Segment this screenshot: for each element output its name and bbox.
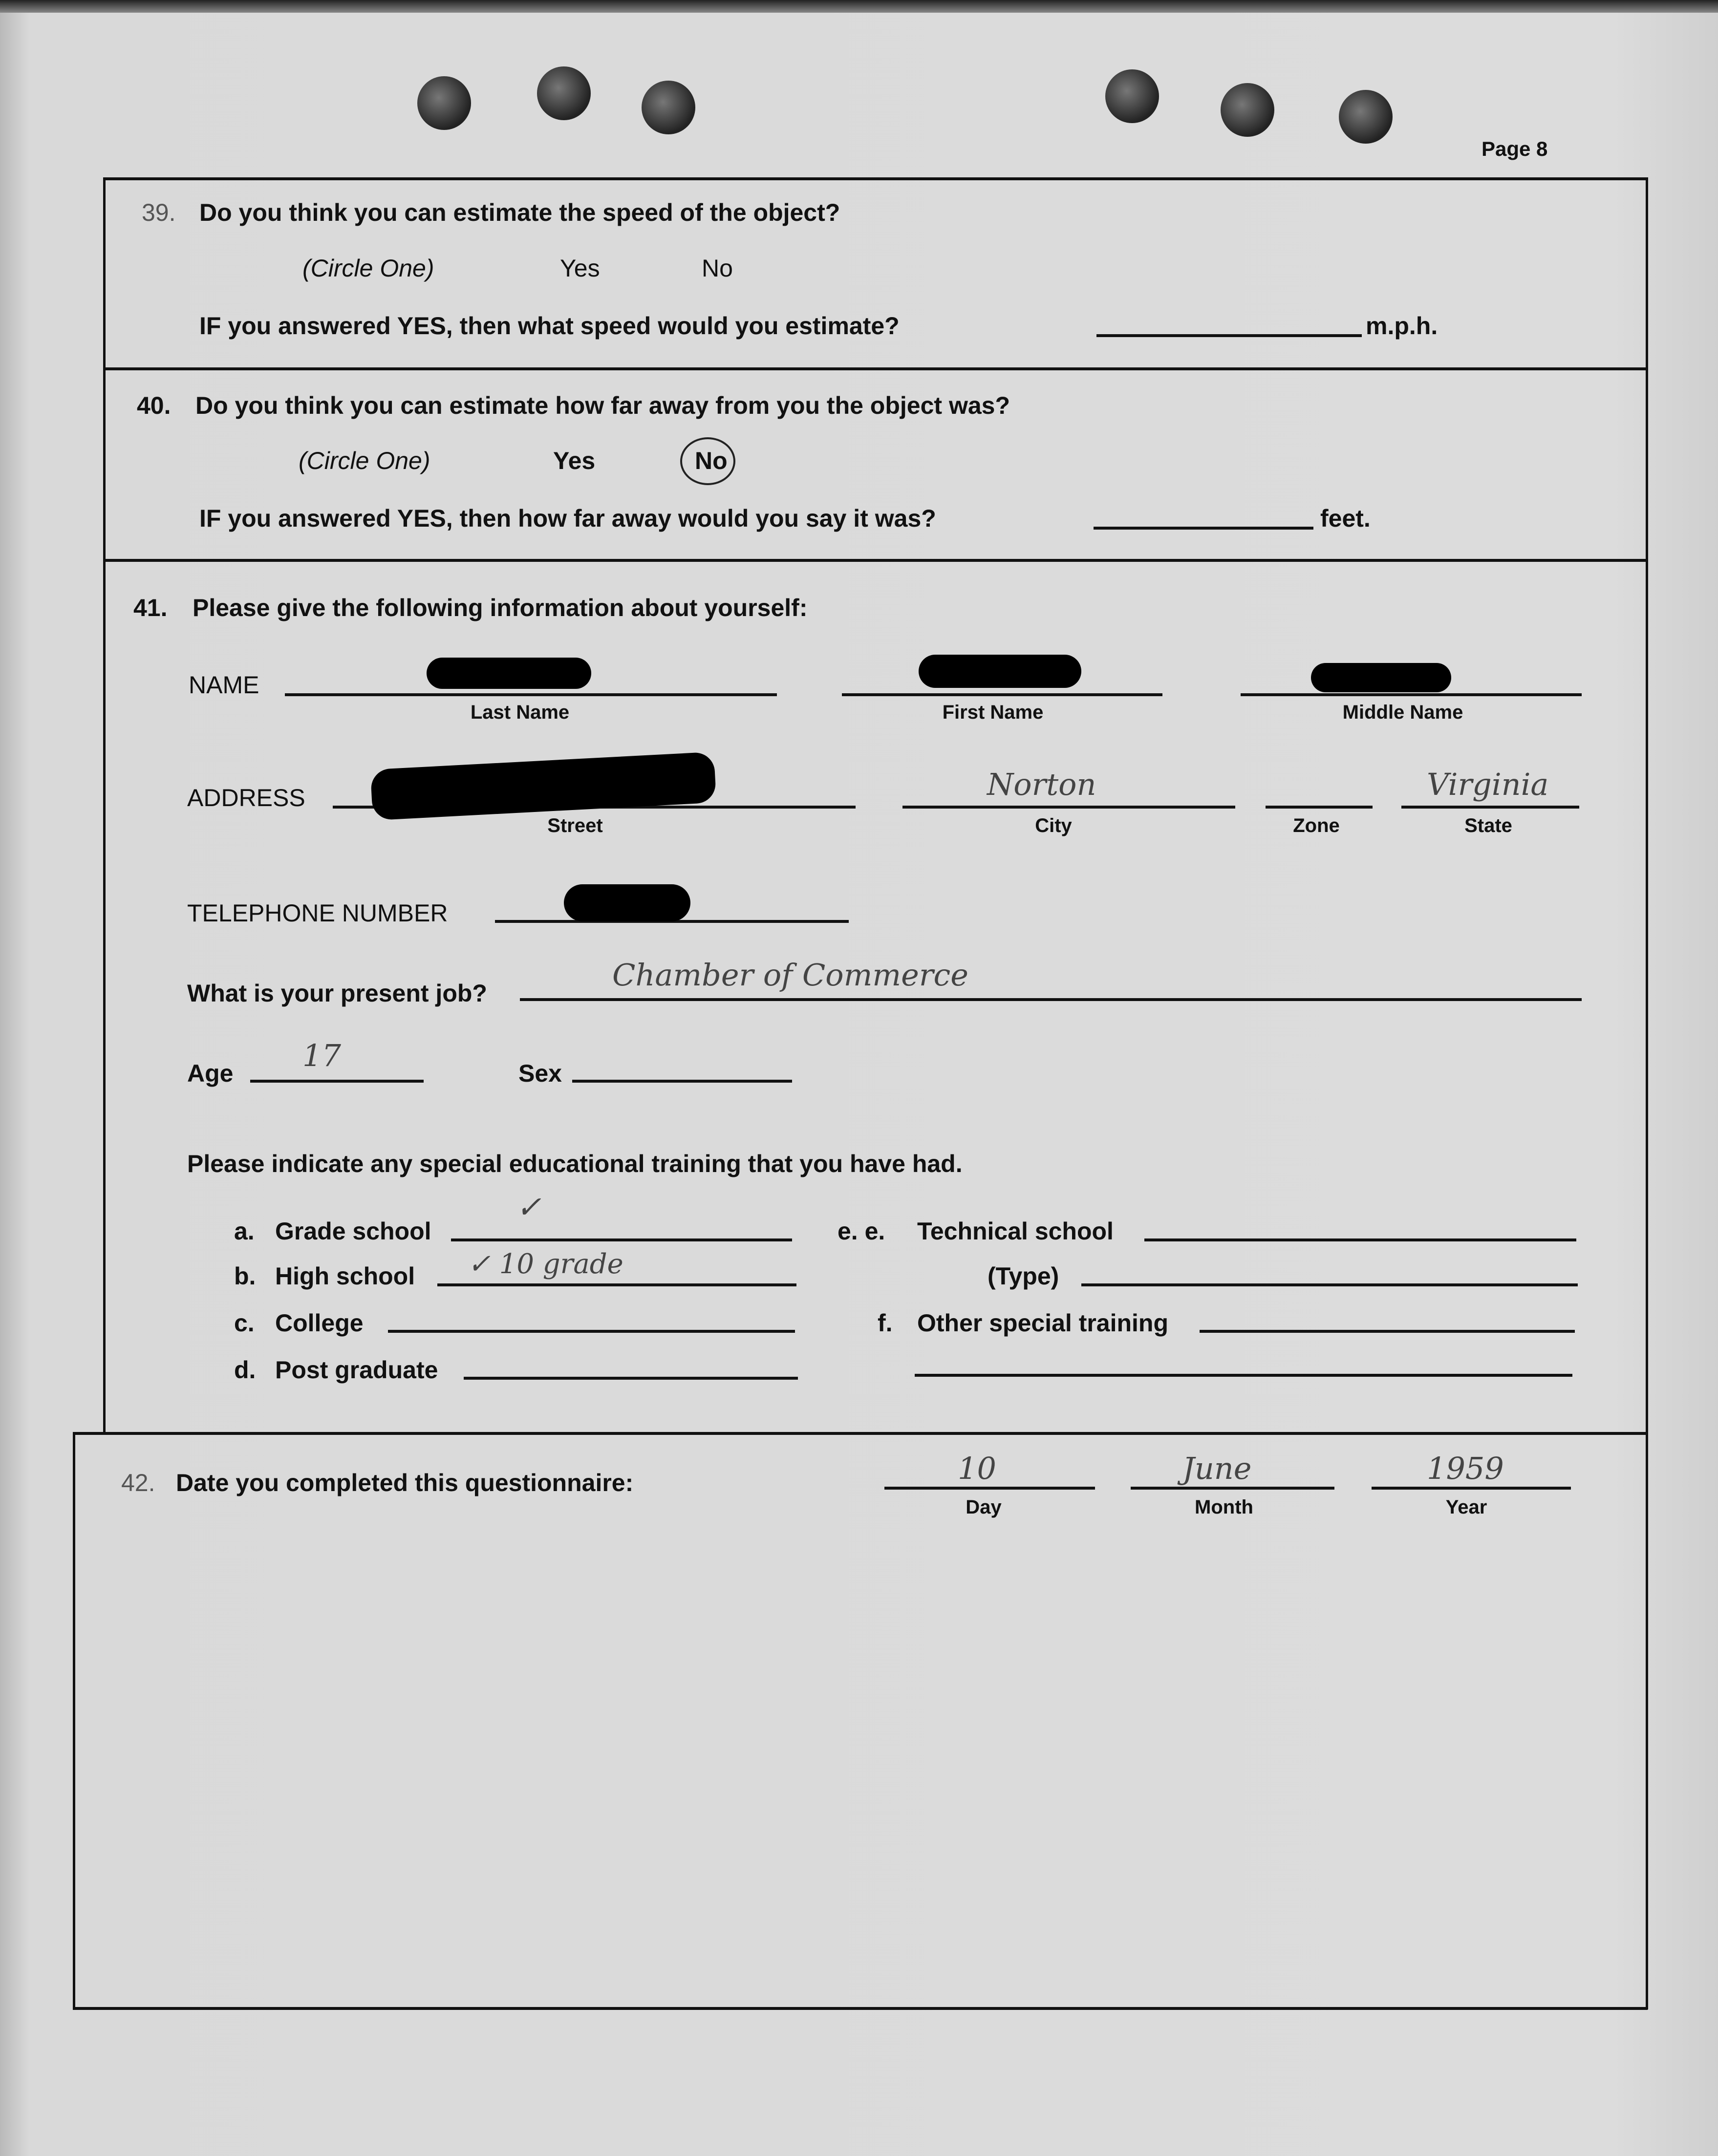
q42-question: Date you completed this questionnaire: — [176, 1469, 634, 1496]
street-caption: Street — [547, 815, 603, 836]
state-caption: State — [1464, 815, 1512, 836]
q39-number: 39. — [142, 199, 176, 226]
last-name-caption: Last Name — [470, 702, 570, 723]
city-field[interactable] — [902, 806, 1235, 809]
college-label: College — [275, 1309, 364, 1337]
job-handwritten: Chamber of Commerce — [612, 957, 968, 993]
q41-number: 41. — [133, 594, 168, 621]
type-label: (Type) — [988, 1262, 1059, 1290]
grade-school-prefix: a. — [234, 1217, 255, 1245]
redaction — [564, 884, 690, 921]
post-graduate-label: Post graduate — [275, 1356, 438, 1384]
month-field[interactable] — [1131, 1487, 1334, 1490]
q39-followup: IF you answered YES, then what speed would you estimate? — [199, 312, 900, 340]
q40-number: 40. — [137, 392, 171, 419]
type-field[interactable] — [1081, 1283, 1578, 1286]
age-field[interactable] — [250, 1080, 424, 1083]
state-field[interactable] — [1401, 806, 1579, 809]
high-school-field[interactable] — [437, 1283, 796, 1286]
last-name-field[interactable] — [285, 693, 777, 696]
q39-question: Do you think you can estimate the speed of the object? — [199, 199, 840, 226]
year-field[interactable] — [1372, 1487, 1571, 1490]
job-label: What is your present job? — [187, 980, 487, 1007]
q39-yes-option[interactable]: Yes — [560, 255, 600, 282]
city-handwritten: Norton — [987, 767, 1096, 802]
other-training-prefix: f. — [878, 1309, 893, 1337]
page-number: Page 8 — [1482, 137, 1548, 160]
punch-hole — [417, 76, 471, 130]
q40-distance-field[interactable] — [1094, 527, 1313, 530]
q39-speed-field[interactable] — [1096, 334, 1362, 337]
divider-39-40 — [103, 367, 1648, 370]
month-caption: Month — [1195, 1496, 1253, 1518]
frame-left-upper — [103, 177, 106, 1433]
college-field[interactable] — [388, 1330, 795, 1333]
punch-hole — [1339, 90, 1393, 144]
punch-hole — [537, 66, 591, 120]
zone-field[interactable] — [1266, 806, 1373, 809]
telephone-label: TELEPHONE NUMBER — [187, 899, 448, 927]
sex-field[interactable] — [572, 1080, 792, 1083]
day-field[interactable] — [884, 1487, 1095, 1490]
technical-school-field[interactable] — [1144, 1238, 1576, 1241]
punch-hole — [642, 81, 695, 134]
year-handwritten: 1959 — [1427, 1451, 1504, 1486]
frame-bottom — [73, 2007, 1648, 2010]
age-label: Age — [187, 1060, 234, 1087]
high-school-handwritten: ✓ 10 grade — [468, 1248, 623, 1280]
job-field[interactable] — [520, 998, 1582, 1001]
punch-hole — [1105, 69, 1159, 123]
q39-unit: m.p.h. — [1366, 312, 1438, 340]
redaction — [427, 658, 591, 689]
q42-number: 42. — [121, 1469, 155, 1496]
frame-left-lower — [73, 1433, 75, 2009]
high-school-prefix: b. — [234, 1262, 256, 1290]
technical-school-prefix: e. e. — [838, 1217, 885, 1245]
redaction — [370, 752, 716, 821]
age-handwritten: 17 — [302, 1038, 341, 1073]
redaction — [1311, 663, 1451, 692]
post-graduate-field[interactable] — [464, 1377, 798, 1380]
state-handwritten: Virginia — [1427, 767, 1549, 802]
q40-yes-option[interactable]: Yes — [553, 447, 596, 474]
grade-school-field[interactable] — [451, 1238, 792, 1241]
day-handwritten: 10 — [958, 1451, 996, 1486]
day-caption: Day — [966, 1496, 1002, 1518]
scan-edge — [0, 0, 1718, 13]
other-training-field-2[interactable] — [915, 1374, 1572, 1377]
punch-hole — [1221, 83, 1274, 137]
sex-label: Sex — [518, 1060, 562, 1087]
post-graduate-prefix: d. — [234, 1356, 256, 1384]
first-name-field[interactable] — [842, 693, 1162, 696]
zone-caption: Zone — [1293, 815, 1340, 836]
first-name-caption: First Name — [942, 702, 1044, 723]
college-prefix: c. — [234, 1309, 255, 1337]
q39-no-option[interactable]: No — [702, 255, 733, 282]
frame-right — [1646, 177, 1648, 2009]
year-caption: Year — [1445, 1496, 1487, 1518]
grade-school-check: ✓ — [516, 1189, 541, 1225]
q40-question: Do you think you can estimate how far away from you the object was? — [195, 392, 1010, 419]
technical-school-label: Technical school — [917, 1217, 1114, 1245]
middle-name-field[interactable] — [1241, 693, 1582, 696]
divider-41-42 — [73, 1432, 1648, 1435]
q39-circle-one: (Circle One) — [302, 255, 434, 282]
redaction — [919, 655, 1081, 688]
city-caption: City — [1035, 815, 1072, 836]
other-training-field[interactable] — [1200, 1330, 1575, 1333]
frame-top — [103, 177, 1648, 180]
q40-circle-one: (Circle One) — [299, 447, 430, 474]
other-training-label: Other special training — [917, 1309, 1169, 1337]
high-school-label: High school — [275, 1262, 415, 1290]
grade-school-label: Grade school — [275, 1217, 431, 1245]
middle-name-caption: Middle Name — [1342, 702, 1463, 723]
q40-followup: IF you answered YES, then how far away would you say it was? — [199, 505, 936, 532]
education-prompt: Please indicate any special educational training that you have had. — [187, 1150, 963, 1177]
month-handwritten: June — [1182, 1451, 1252, 1486]
q40-unit: feet. — [1320, 505, 1371, 532]
address-label: ADDRESS — [187, 784, 305, 811]
name-label: NAME — [189, 671, 259, 699]
q41-question: Please give the following information about yourself: — [193, 594, 808, 621]
divider-40-41 — [103, 559, 1648, 562]
q40-no-option[interactable]: No — [695, 447, 728, 474]
